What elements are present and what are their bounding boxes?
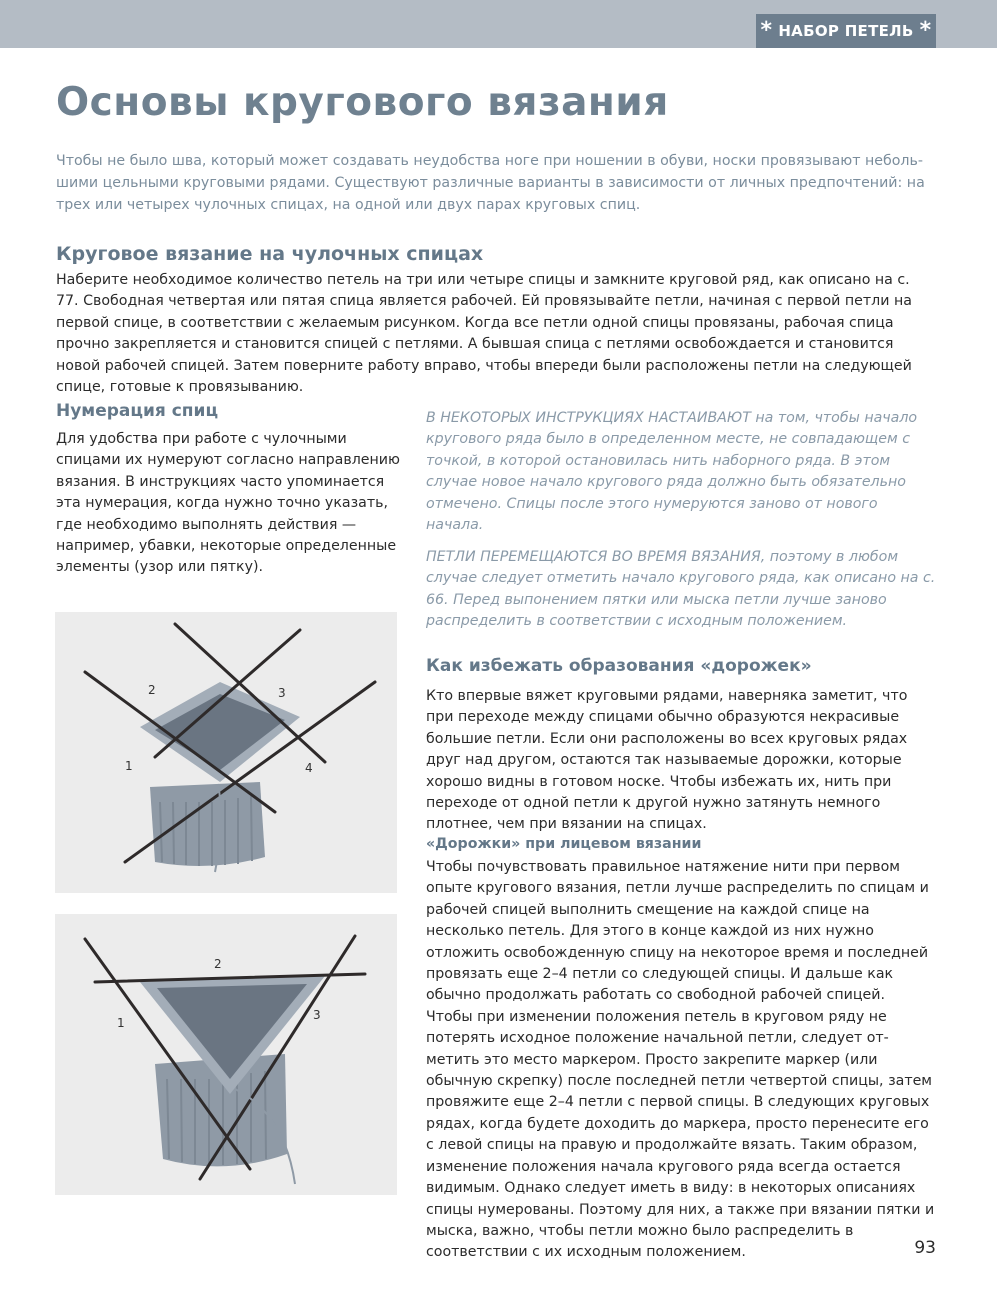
needle-number-label: 3 bbox=[278, 686, 286, 700]
paragraph-needle-numbering: Для удобства при работе с чулочными спицами их нумеруют согласно направлению вязания. В инструкциях часто упоминается эта нумерация, когда нужно точно указать, где необходимо выполнять действия — например, убавки, некоторые определенные элементы (узор или пятку). bbox=[56, 431, 400, 576]
needle-number-label: 2 bbox=[214, 957, 222, 971]
heading-needle-numbering: Нумерация спиц bbox=[56, 401, 219, 421]
heading-avoid-ladders: Как избежать образования «дорожек» bbox=[426, 656, 812, 676]
heading-ladders-knit: «Дорожки» при лицевом вязании bbox=[426, 836, 702, 852]
paragraph-circular-knitting: Наберите необходимое количество петель на три или четыре спицы и замкните круговой ряд, как описано на с. 77. Свободная четвертая или пятая спица является рабочей. Ей провязывайте петли, начиная с первой петли на первой спице, в соответствии с желаемым рисунком. Когда все петли одной спицы провязаны, рабочая спица прочно закрепляется и становится спицей с петлями. А бывшая спица с петлями освобождается и становится новой рабочей спицей. Затем поверните работу вправо, чтобы впереди были расположены петли на следующей спице, готовые к провязыванию. bbox=[56, 272, 912, 396]
page-title: Основы кругового вязания bbox=[56, 80, 669, 125]
needle-number-label: 1 bbox=[125, 759, 133, 773]
section-tab-label: НАБОР ПЕТЕЛЬ bbox=[778, 22, 914, 40]
needle-number-label: 1 bbox=[117, 1016, 125, 1030]
knitting-four-needles-illustration bbox=[55, 612, 397, 893]
photo-four-needles bbox=[55, 612, 397, 893]
section-tab bbox=[756, 14, 936, 48]
paragraph-avoid-ladders: Кто впервые вяжет круговыми рядами, наверняка заметит, что при переходе между спицами обычно образуются некрасивые большие петли. Если они расположены во всех круговых рядах друг над другом, остаются так называемые дорожки, которые хорошо видны в готовом носке. Чтобы избежать их, нить при переходе от одной петли к другой нужно затянуть немного плотнее, чем при вязании на спицах. bbox=[426, 688, 908, 833]
needle-number-label: 3 bbox=[313, 1008, 321, 1022]
asterisk-icon: * bbox=[760, 18, 773, 43]
knitting-three-needles-illustration bbox=[55, 914, 397, 1195]
photo-three-needles bbox=[55, 914, 397, 1195]
needle-number-label: 4 bbox=[305, 761, 313, 775]
heading-circular-knitting: Круговое вязание на чулочных спицах bbox=[56, 243, 484, 265]
intro-paragraph: Чтобы не было шва, который может создавать неудобства ноге при ношении в обуви, носки провязывают небольшими цельными круговыми рядами. Существуют различные варианты в зависимости от личных предпочтений: на трех или четырех чулочных спицах, на одной или двух парах круговых спиц. bbox=[56, 153, 925, 213]
page-number: 93 bbox=[914, 1238, 936, 1258]
needle-number-label: 2 bbox=[148, 683, 156, 697]
note-stitches-move: ПЕТЛИ ПЕРЕМЕЩАЮТСЯ ВО ВРЕМЯ ВЯЗАНИЯ, поэтому в любом случае следует отметить начало кругового ряда, как описано на с. 66. Перед выпонением пятки или мыска петли лучше заново распределить в соответствии с исходным положением. bbox=[426, 549, 936, 630]
paragraph-ladders-knit: Чтобы почувствовать правильное натяжение нити при первом опыте кругового вязания, петли лучше распределить по спицам и рабочей спицей выполнить смещение на каждой спице на несколько петель. Для этого в конце каждой из них нужно отложить освобожденную спицу на некоторое время и последней провязать еще 2–4 петли со следующей спицы. И дальше как обычно продолжать работать со свободной рабочей спицей. Чтобы при изменении положения петель в круговом ряду не потерять исходное положение начальной петли, следует отметить это место маркером. Просто закрепите маркер (или обычную скрепку) после последней петли четвертой спицы, затем провяжите еще 2–4 петли с первой спицы. В следующих круговых рядах, когда будете доходить до маркера, просто перенесите его с левой спицы на правую и продолжайте вязать. Таким образом, изменение положения начала кругового ряда всегда остается видимым. Однако следует иметь в виду: в некоторых описаниях спицы нумерованы. Поэтому для них, а также при вязании пятки и мыска, важно, чтобы петли можно было распределить в соответствии с их исходным положением. bbox=[426, 859, 935, 1261]
note-start-marker: В НЕКОТОРЫХ ИНСТРУКЦИЯХ НАСТАИВАЮТ на том, чтобы начало кругового ряда было в определенном месте, не совпадающем с точкой, в которой остановилась нить наборного ряда. В этом случае новое начало кругового ряда должно быть обязательно отмечено. Спицы после этого нумеруются заново от нового начала. bbox=[426, 410, 918, 534]
asterisk-icon: * bbox=[919, 18, 932, 43]
